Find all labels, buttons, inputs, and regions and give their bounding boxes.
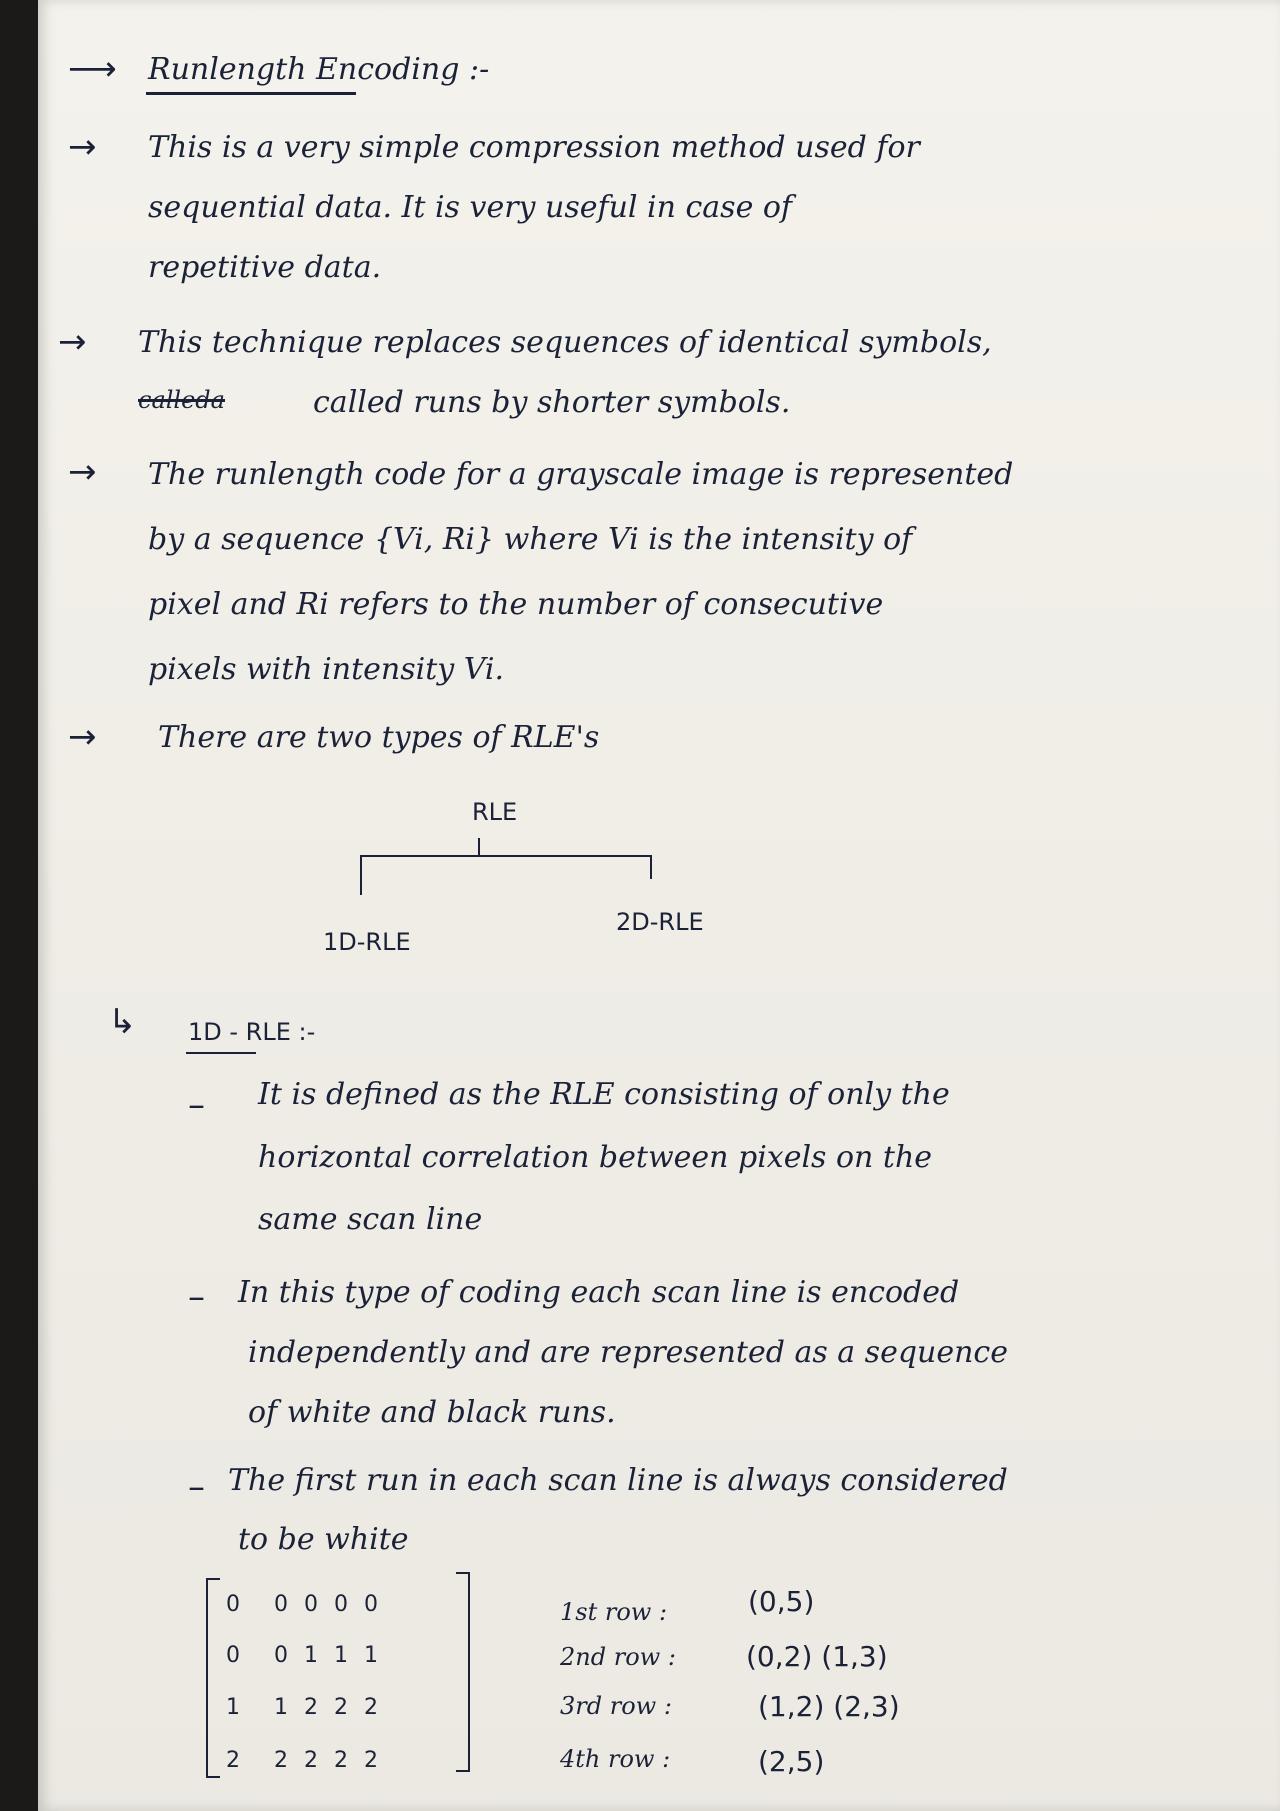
tree-right-label: 2D-RLE bbox=[616, 908, 704, 936]
matrix-right-bracket bbox=[456, 1572, 470, 1772]
arrow-icon: → bbox=[68, 127, 97, 167]
bullet-dash: – bbox=[188, 1467, 205, 1507]
page-title: Runlength Encoding :- bbox=[148, 52, 490, 87]
bullet2-line2: independently and are represented as a sequence bbox=[248, 1335, 1008, 1370]
arrow-icon: → bbox=[68, 717, 97, 757]
matrix-cell: 2 bbox=[364, 1748, 378, 1773]
matrix-cell: 0 bbox=[364, 1592, 378, 1617]
para2-line2: called runs by shorter symbols. bbox=[313, 385, 791, 420]
row-label: 1st row : bbox=[560, 1598, 668, 1626]
matrix-cell: 1 bbox=[304, 1643, 318, 1668]
tree-stem bbox=[478, 838, 480, 856]
arrow-icon: ⟶ bbox=[68, 49, 117, 89]
bullet-dash: – bbox=[188, 1085, 205, 1125]
matrix-cell: 0 bbox=[274, 1643, 288, 1668]
bullet3-line1: The first run in each scan line is always considered bbox=[228, 1463, 1008, 1498]
section-underline bbox=[186, 1052, 256, 1054]
row-value: (0,5) bbox=[748, 1585, 815, 1618]
matrix-cell: 2 bbox=[334, 1748, 348, 1773]
para3-line2: by a sequence {Vi, Ri} where Vi is the intensity of bbox=[148, 522, 913, 557]
matrix-cell: 1 bbox=[334, 1643, 348, 1668]
matrix-cell: 2 bbox=[304, 1748, 318, 1773]
tree-right-drop bbox=[650, 855, 652, 879]
para3-line3: pixel and Ri refers to the number of consecutive bbox=[148, 587, 884, 622]
bullet2-line1: In this type of coding each scan line is encoded bbox=[238, 1275, 960, 1310]
row-value: (1,2) (2,3) bbox=[758, 1690, 900, 1723]
matrix-cell: 1 bbox=[226, 1695, 240, 1720]
tree-root: RLE bbox=[472, 798, 518, 826]
para1-line1: This is a very simple compression method used for bbox=[148, 130, 920, 165]
para4-line1: There are two types of RLE's bbox=[158, 720, 600, 755]
matrix-cell: 2 bbox=[226, 1748, 240, 1773]
hook-arrow-icon: ↳ bbox=[108, 1002, 137, 1042]
arrow-icon: → bbox=[58, 322, 87, 362]
matrix-cell: 2 bbox=[334, 1695, 348, 1720]
bullet1-line3: same scan line bbox=[258, 1202, 483, 1237]
row-label: 2nd row : bbox=[560, 1643, 676, 1671]
bullet2-line3: of white and black runs. bbox=[248, 1395, 616, 1430]
matrix-cell: 2 bbox=[274, 1748, 288, 1773]
arrow-icon: → bbox=[68, 452, 97, 492]
para3-line4: pixels with intensity Vi. bbox=[148, 652, 505, 687]
tree-left-label: 1D-RLE bbox=[323, 928, 411, 956]
matrix-cell: 2 bbox=[364, 1695, 378, 1720]
matrix-cell: 1 bbox=[274, 1695, 288, 1720]
para1-line3: repetitive data. bbox=[148, 250, 382, 285]
row-value: (0,2) (1,3) bbox=[746, 1640, 888, 1673]
bullet1-line2: horizontal correlation between pixels on the bbox=[258, 1140, 933, 1175]
row-label: 4th row : bbox=[560, 1745, 671, 1773]
matrix-cell: 0 bbox=[226, 1592, 240, 1617]
tree-left-drop bbox=[360, 855, 362, 895]
row-value: (2,5) bbox=[758, 1745, 825, 1778]
bullet3-line2: to be white bbox=[238, 1522, 409, 1557]
tree-bar bbox=[360, 855, 652, 857]
matrix-cell: 0 bbox=[304, 1592, 318, 1617]
matrix-cell: 0 bbox=[334, 1592, 348, 1617]
para2-line1: This technique replaces sequences of identical symbols, bbox=[138, 325, 992, 360]
para1-line2: sequential data. It is very useful in case of bbox=[148, 190, 793, 225]
struck-word: calleda bbox=[138, 386, 225, 414]
matrix-cell: 1 bbox=[364, 1643, 378, 1668]
section-heading: 1D - RLE :- bbox=[188, 1018, 316, 1046]
bullet-dash: – bbox=[188, 1277, 205, 1317]
notebook-page bbox=[38, 0, 1280, 1811]
para3-line1: The runlength code for a grayscale image is represented bbox=[148, 457, 1014, 492]
title-underline bbox=[146, 92, 356, 95]
matrix-cell: 2 bbox=[304, 1695, 318, 1720]
bullet1-line1: It is defined as the RLE consisting of only the bbox=[258, 1077, 950, 1112]
matrix-cell: 0 bbox=[226, 1643, 240, 1668]
matrix-cell: 0 bbox=[274, 1592, 288, 1617]
row-label: 3rd row : bbox=[560, 1692, 672, 1720]
